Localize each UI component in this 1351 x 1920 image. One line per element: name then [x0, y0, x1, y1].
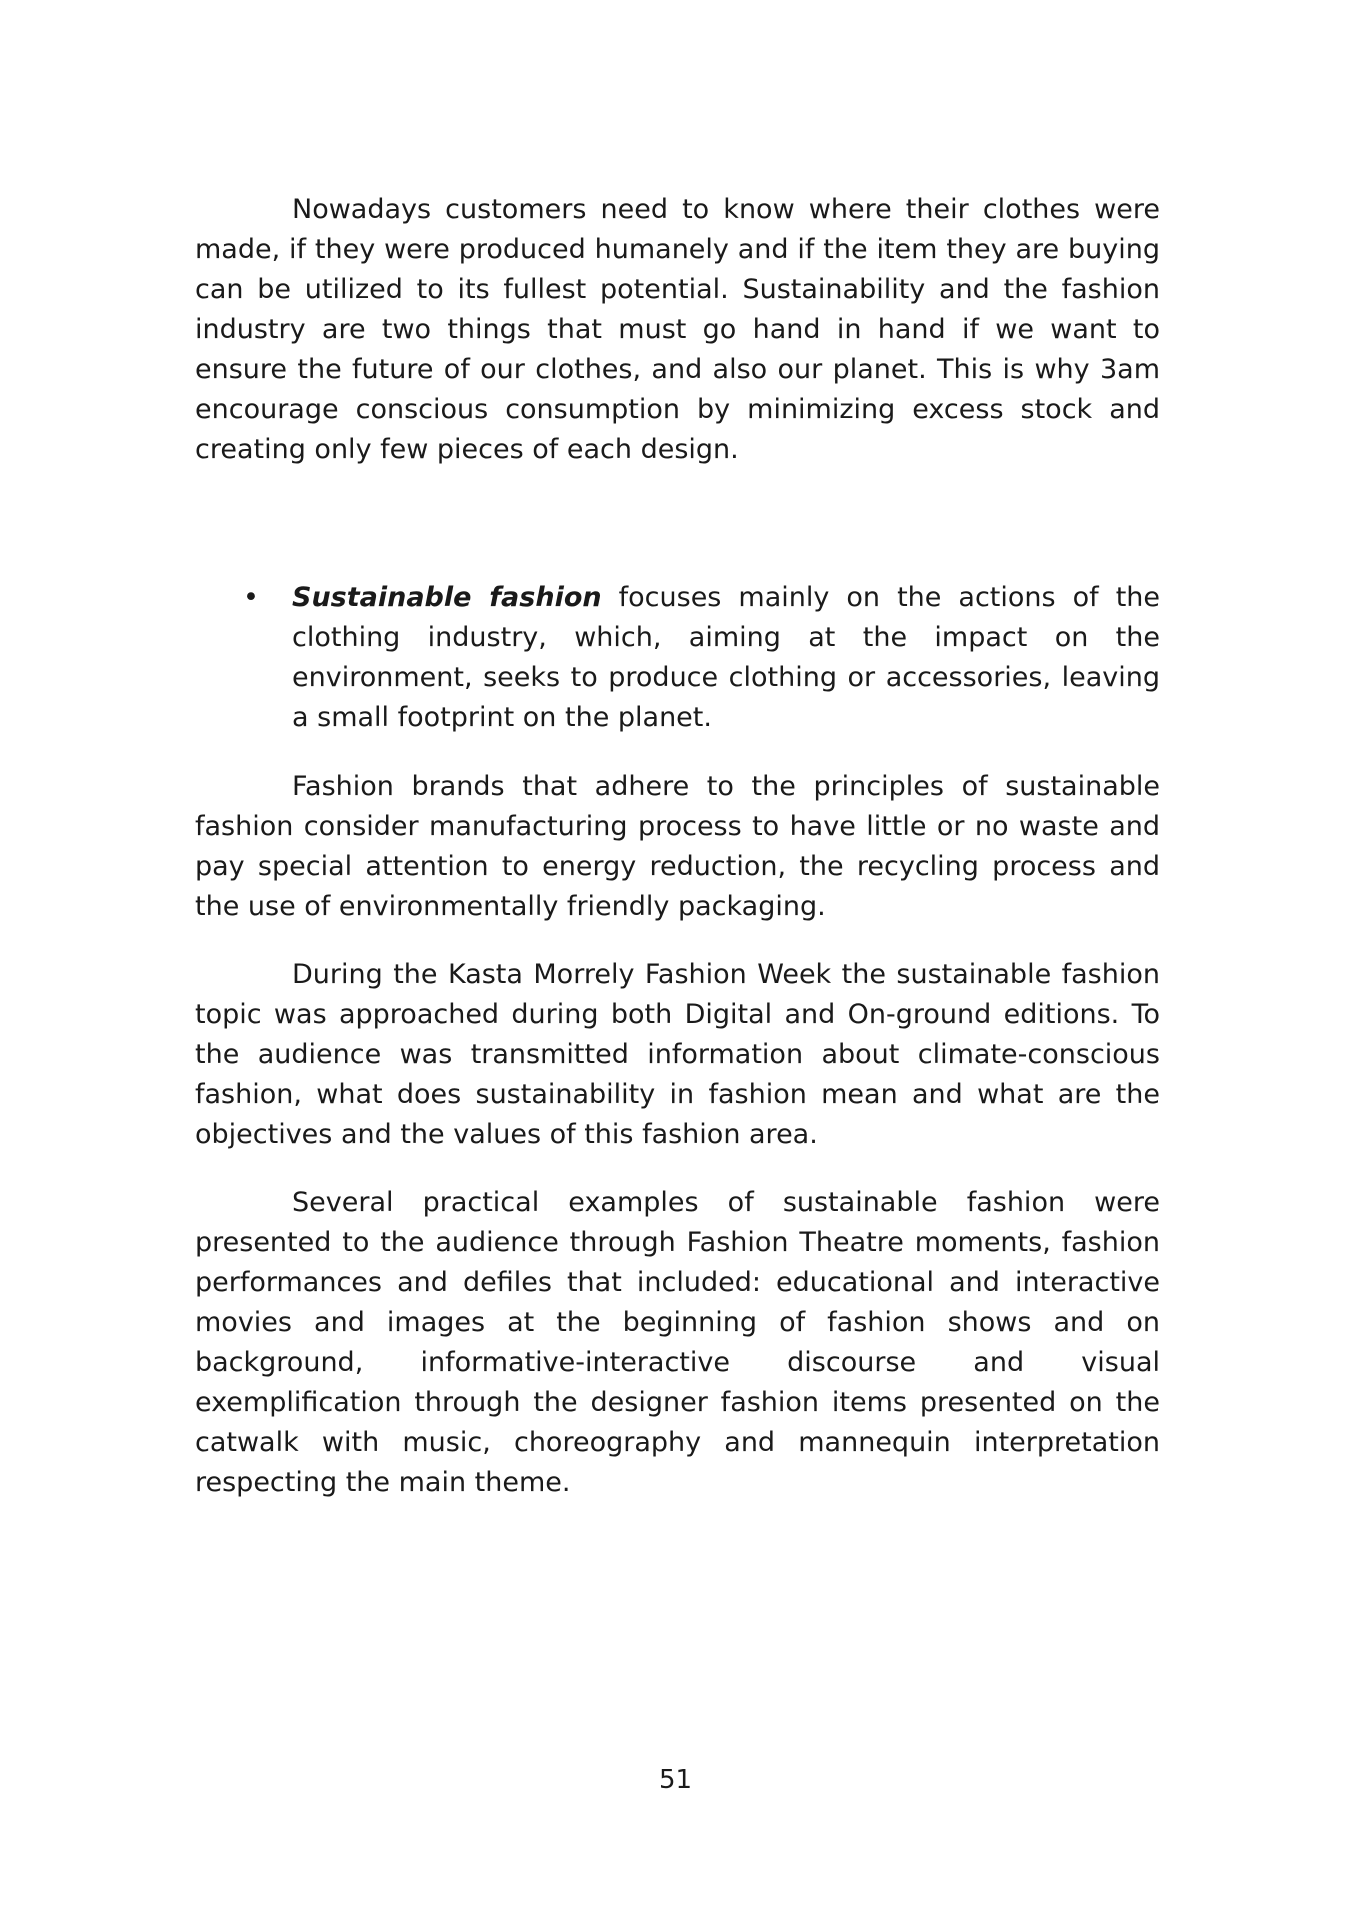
bullet-description: focuses mainly on the actions of the clothing industry, which, aiming at the impact on the environment, seeks to produce clothing or accessories, leaving a small footprint on the planet.	[292, 582, 1161, 733]
bullet-item-sustainable-fashion	[195, 578, 1160, 738]
page-number: 51	[658, 1765, 693, 1795]
bullet-icon: •	[243, 582, 259, 613]
paragraph-practical-examples: Several practical examples of sustainable fashion were presented to the audience through Fashion Theatre moments, fashion performances and defiles that included: educational and interactive movies and images at the beginning of fashion shows and on background, informative-interactive discourse and visual exemplification through the designer fashion items presented on the catwalk with music, choreography and mannequin interpretation respecting the main theme.	[195, 1187, 1160, 1498]
paragraph-fashion-week: During the Kasta Morrely Fashion Week the sustainable fashion topic was approached during both Digital and On-ground editions. To the audience was transmitted information about climate-conscious fashion, what does sustainability in fashion mean and what are the objectives and the values of this fashion area.	[195, 959, 1160, 1150]
paragraph-brand-principles: Fashion brands that adhere to the principles of sustainable fashion consider manufacturing process to have little or no waste and pay special attention to energy reduction, the recycling process and the use of environmentally friendly packaging.	[195, 771, 1160, 922]
paragraph-conscious-consumption: Nowadays customers need to know where their clothes were made, if they were produced humanely and if the item they are buying can be utilized to its fullest potential. Sustainability and the fashion industry are two things that must go hand in hand if we want to ensure the future of our clothes, and also our planet. This is why 3am encourage conscious consumption by minimizing excess stock and creating only few pieces of each design.	[195, 194, 1160, 465]
bullet-text	[292, 578, 1160, 738]
bullet-term: Sustainable fashion	[292, 582, 602, 613]
